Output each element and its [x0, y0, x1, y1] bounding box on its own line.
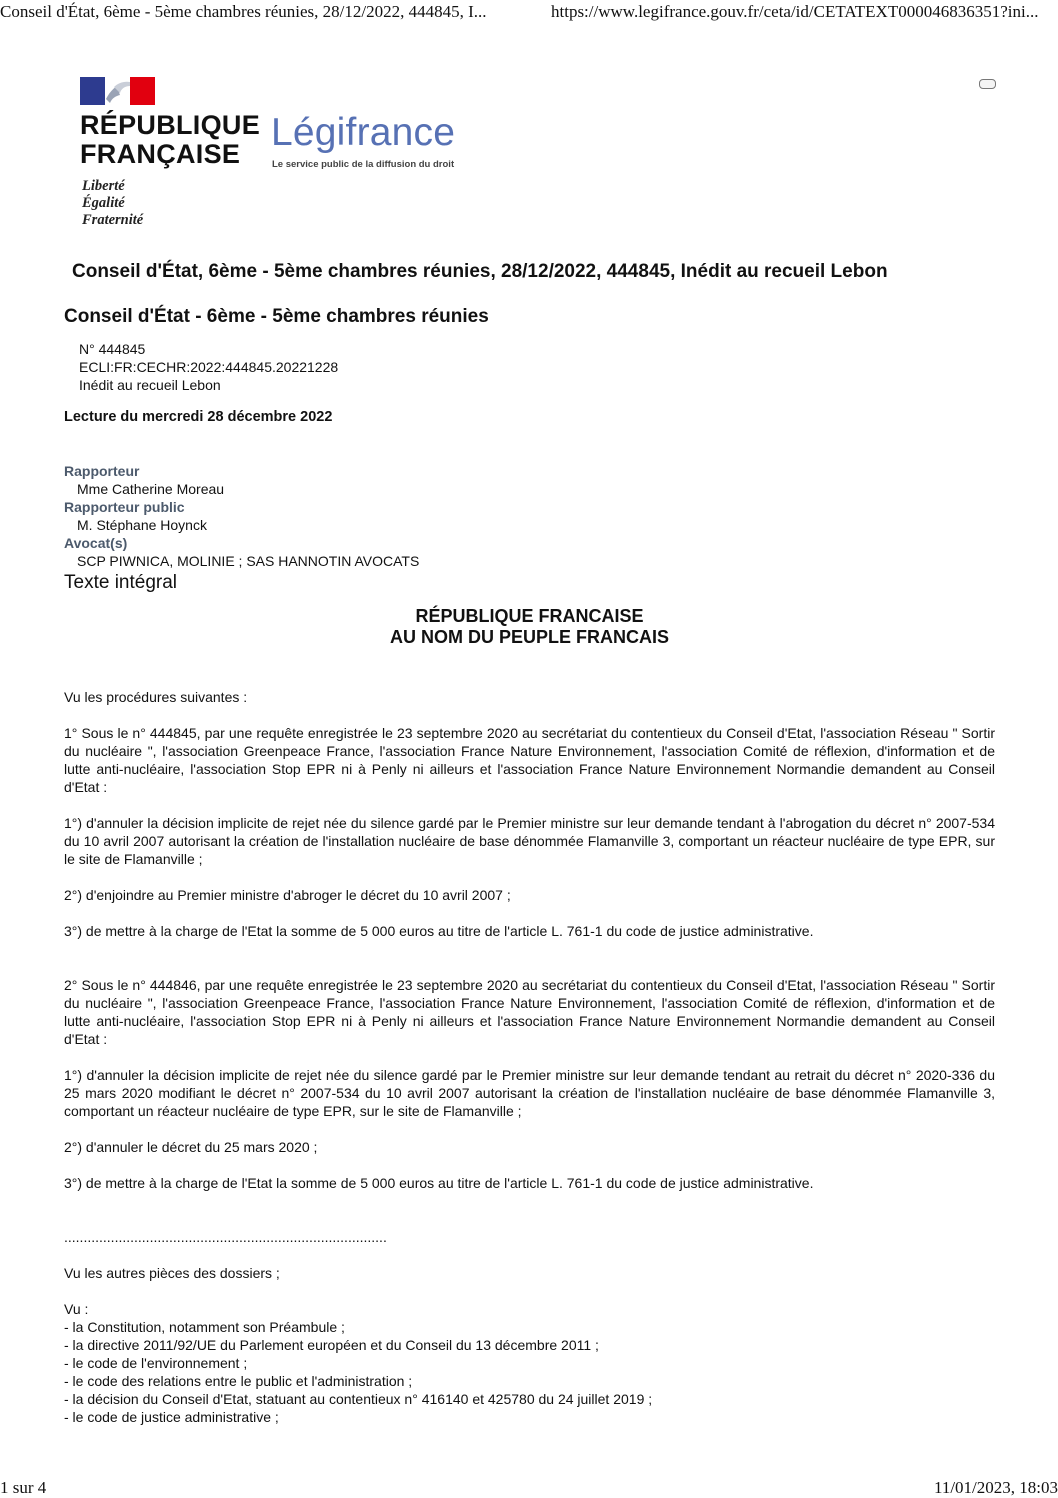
decision-body — [64, 688, 995, 1426]
page-counter: 1 sur 4 — [0, 1478, 47, 1497]
party-value: Mme Catherine Moreau — [77, 481, 225, 497]
vu-label: Vu : — [64, 1301, 89, 1317]
lecture-date: Lecture du mercredi 28 décembre 2022 — [64, 409, 333, 425]
decision-metadata — [79, 340, 338, 394]
party-role: Avocat(s) — [64, 535, 128, 551]
print-header-url: https://www.legifrance.gouv.fr/ceta/id/CETATEXT000046836351?ini... — [551, 2, 1039, 21]
print-timestamp: 11/01/2023, 18:03 — [933, 1478, 1058, 1497]
republique-heading: RÉPUBLIQUE FRANCAISE AU NOM DU PEUPLE FRANCAIS — [389, 606, 669, 647]
marianne-flag-icon — [80, 77, 155, 105]
paragraph: 1°) d'annuler la décision implicite de rejet née du silence gardé par le Premier ministre sur leur demande tendant au retrait du décret n° 2020-336 du 25 mars 2020 modifiant le décret n° 2007-534 du 10 avril 2007 autorisant la création de l'installation nucléaire de base dénommée Flamanville 3, comportant un réacteur nucléaire de type EPR, sur le site de Flamanville ; — [64, 1067, 995, 1119]
list-item: - la Constitution, notamment son Préambule ; — [64, 1319, 345, 1335]
republique-francaise-wordmark: RÉPUBLIQUE FRANÇAISE — [80, 110, 261, 169]
vu-list — [64, 1318, 995, 1426]
legifrance-tagline: Le service public de la diffusion du droit — [272, 159, 455, 170]
legifrance-wordmark: Légifrance — [271, 111, 456, 154]
paragraph: 2° Sous le n° 444846, par une requête enregistrée le 23 septembre 2020 au secrétariat du contentieux du Conseil d'Etat, l'association Réseau " Sortir du nucléaire ", l'association Greenpeace France, l'association France Nature Environnement, l'association Comité de réflexion, d'information et de lutte anti-nucléaire, l'association Stop EPR ni à Penly ni ailleurs et l'association France Nature Environnement Normandie demandent au Conseil d'Etat : — [64, 977, 995, 1047]
site-logo[interactable] — [80, 75, 500, 240]
paragraph: 1° Sous le n° 444845, par une requête enregistrée le 23 septembre 2020 au secrétariat du contentieux du Conseil d'Etat, l'association Réseau " Sortir du nucléaire ", l'association Greenpeace France, l'association France Nature Environnement, l'association Comité de réflexion, d'information et de lutte anti-nucléaire, l'association Stop EPR ni à Penly ni ailleurs et l'association France Nature Environnement Normandie demandent au Conseil d'Etat : — [64, 725, 995, 795]
paragraph: Vu les autres pièces des dossiers ; — [64, 1265, 280, 1281]
paragraph: 2°) d'enjoindre au Premier ministre d'abroger le décret du 10 avril 2007 ; — [64, 887, 511, 903]
texte-integral-heading: Texte intégral — [64, 572, 178, 593]
party-role: Rapporteur public — [64, 499, 185, 515]
list-item: - la décision du Conseil d'Etat, statuant au contentieux n° 416140 et 425780 du 24 juillet 2019 ; — [64, 1391, 653, 1407]
separator-dots: ................................................................................... — [64, 1229, 387, 1245]
list-item: - le code de l'environnement ; — [64, 1355, 248, 1371]
publication-status: Inédit au recueil Lebon — [79, 377, 221, 393]
toggle-pill-icon[interactable] — [979, 79, 996, 89]
ecli-identifier: ECLI:FR:CECHR:2022:444845.20221228 — [79, 359, 339, 375]
list-item: - le code de justice administrative ; — [64, 1409, 279, 1425]
print-header-title: Conseil d'État, 6ème - 5ème chambres réunies, 28/12/2022, 444845, I... — [0, 2, 487, 21]
paragraph: 1°) d'annuler la décision implicite de rejet née du silence gardé par le Premier ministre sur leur demande tendant à l'abrogation du décret n° 2007-534 du 10 avril 2007 autorisant la création de l'installation nucléaire de base dénommée Flamanville 3, comportant un réacteur nucléaire de type EPR, sur le site de Flamanville ; — [64, 815, 995, 867]
list-item: - la directive 2011/92/UE du Parlement européen et du Conseil du 13 décembre 2011 ; — [64, 1337, 599, 1353]
paragraph: 3°) de mettre à la charge de l'Etat la somme de 5 000 euros au titre de l'article L. 761-1 du code de justice administrative. — [64, 923, 814, 939]
paragraph: Vu les procédures suivantes : — [64, 689, 248, 705]
party-value: M. Stéphane Hoynck — [77, 517, 207, 533]
republic-motto: Liberté Égalité Fraternité — [82, 178, 144, 228]
paragraph: 3°) de mettre à la charge de l'Etat la somme de 5 000 euros au titre de l'article L. 761-1 du code de justice administrative. — [64, 1175, 814, 1191]
party-role: Rapporteur — [64, 463, 140, 479]
party-value: SCP PIWNICA, MOLINIE ; SAS HANNOTIN AVOCATS — [77, 553, 420, 569]
court-name: Conseil d'État - 6ème - 5ème chambres réunies — [64, 306, 489, 327]
decision-title: Conseil d'État, 6ème - 5ème chambres réunies, 28/12/2022, 444845, Inédit au recueil Lebon — [72, 261, 888, 282]
case-number: N° 444845 — [79, 341, 146, 357]
paragraph: 2°) d'annuler le décret du 25 mars 2020 ; — [64, 1139, 318, 1155]
list-item: - le code des relations entre le public et l'administration ; — [64, 1373, 413, 1389]
parties-list — [64, 462, 419, 570]
